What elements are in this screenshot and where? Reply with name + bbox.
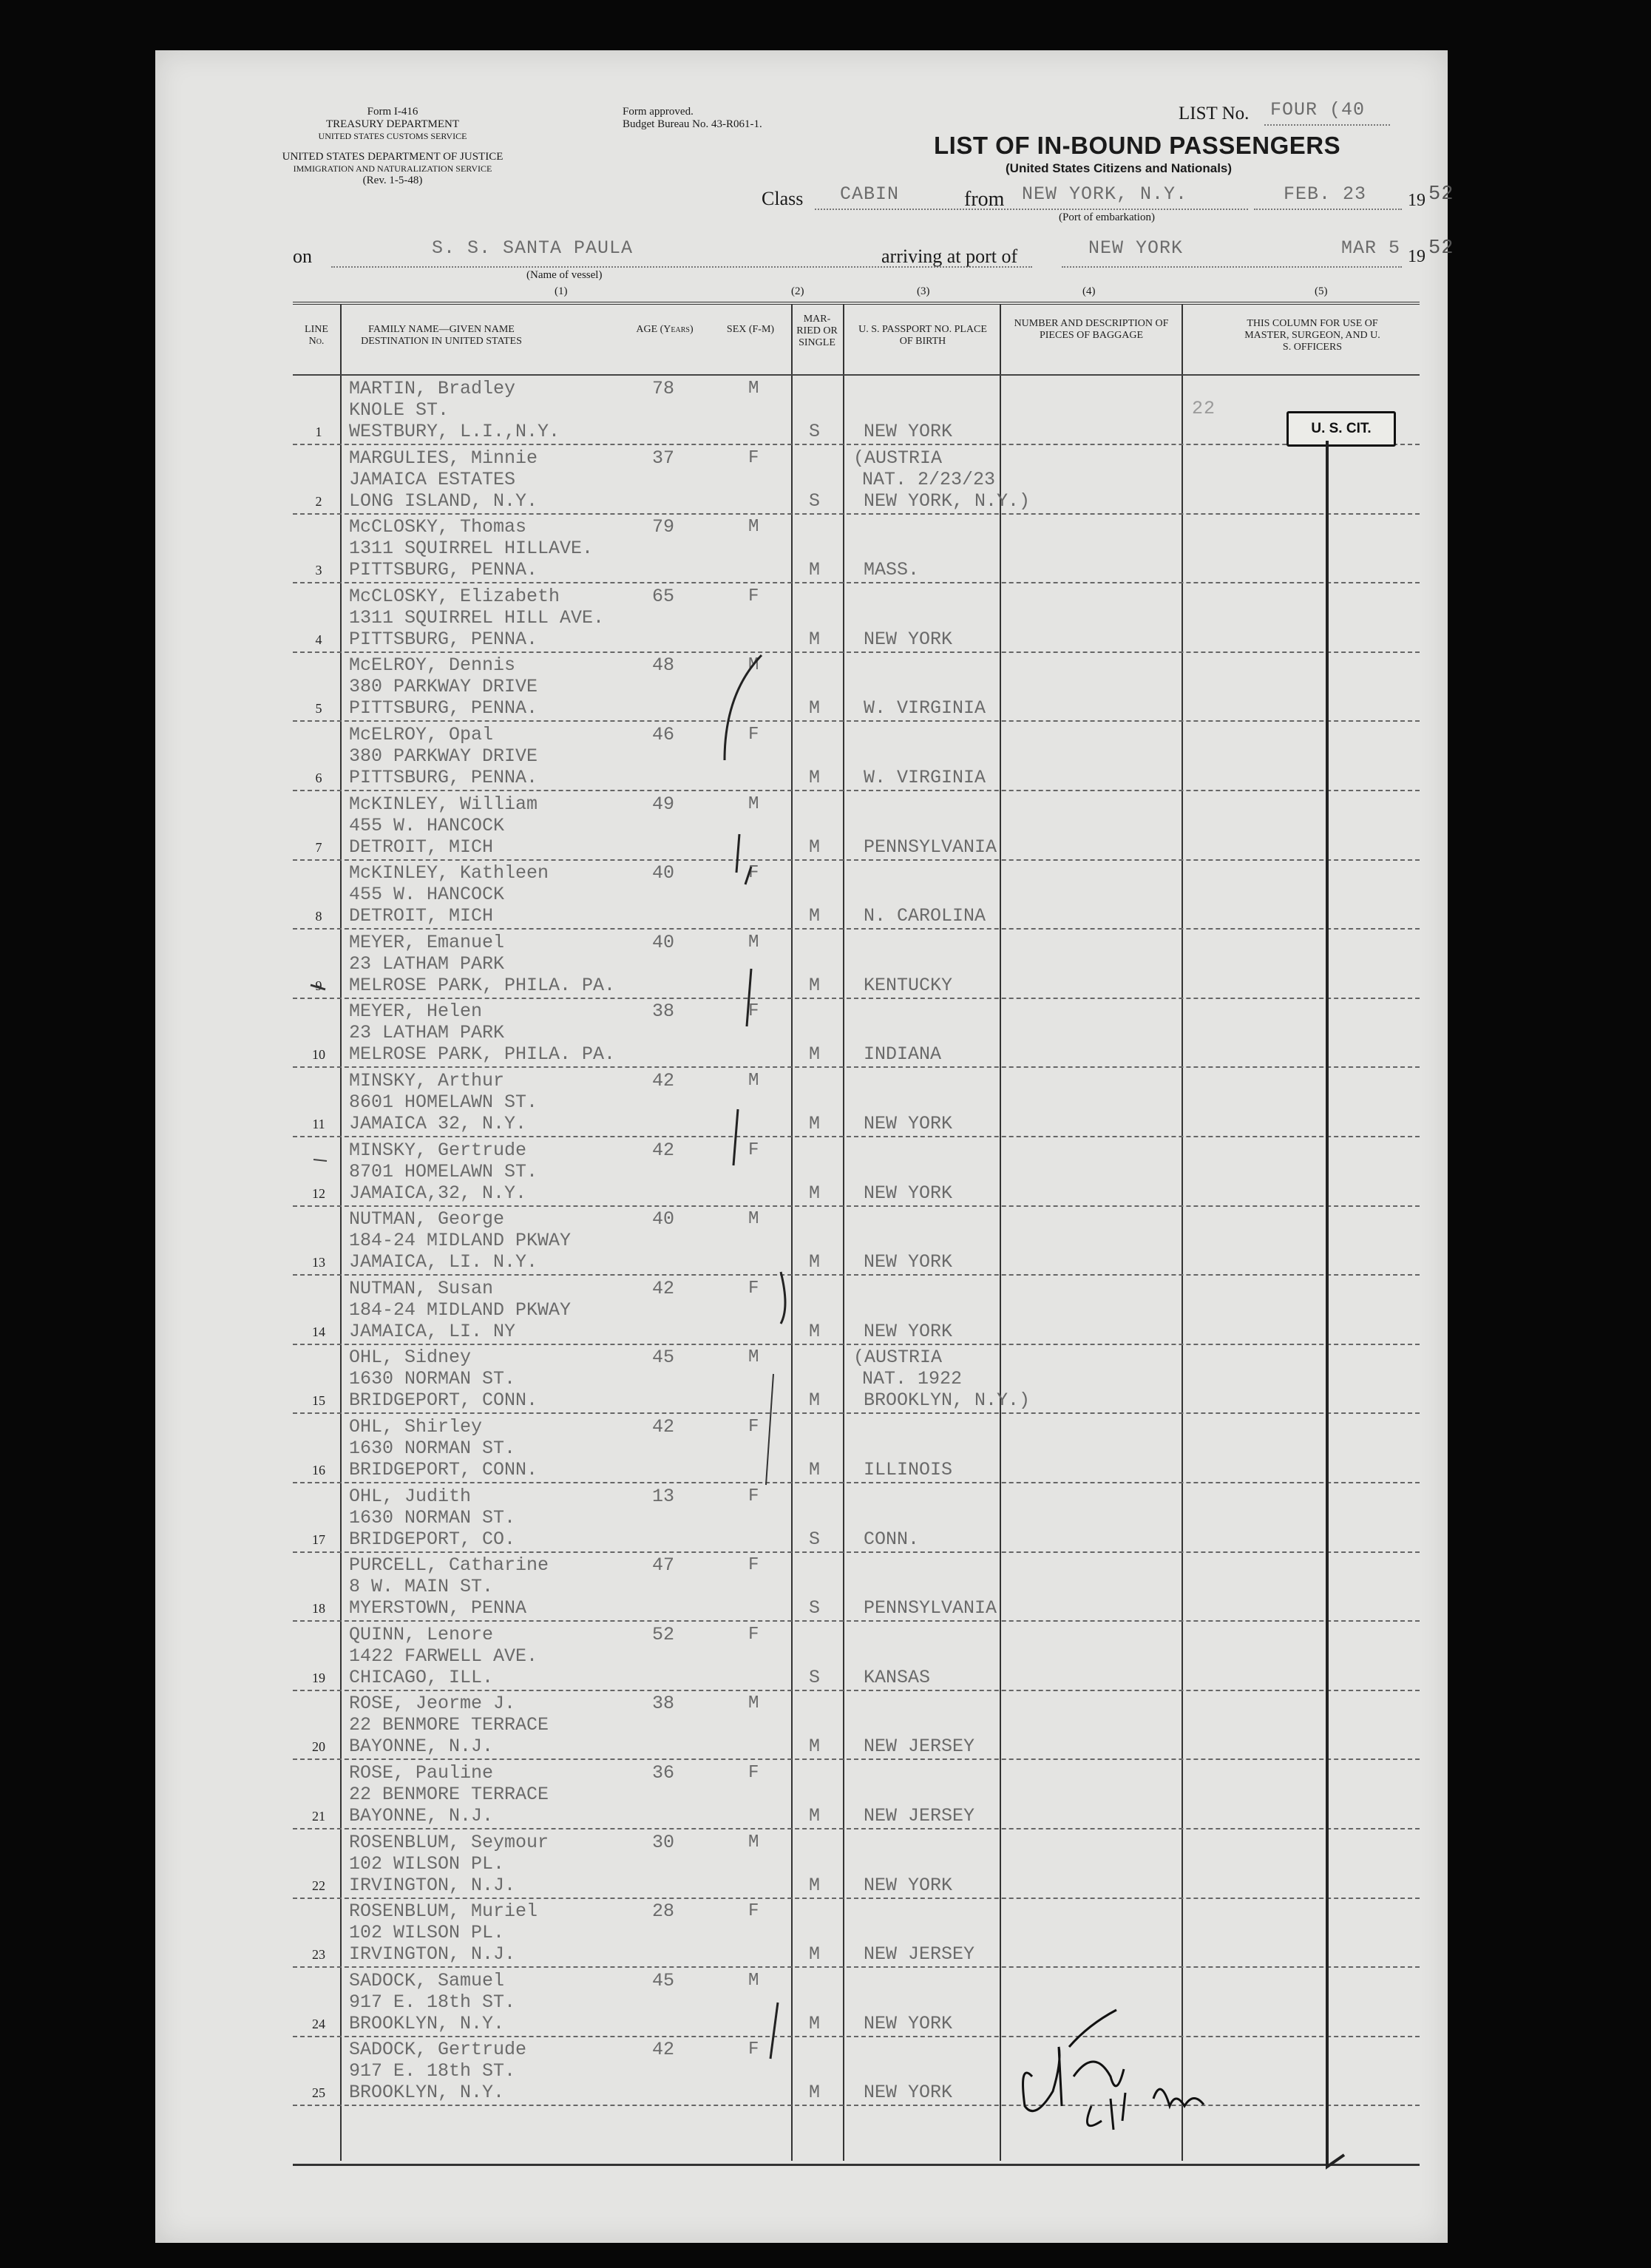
address-street: 455 W. HANCOCK [349,814,505,836]
passenger-name: McCLOSKY, Elizabeth [349,585,560,607]
line-number: 23 [312,1947,325,1963]
place-of-birth: NEW YORK [864,2012,953,2034]
passenger-name: MARTIN, Bradley [349,378,516,399]
marital-status: M [809,1043,821,1066]
passenger-sex: M [748,1071,759,1091]
marital-status: M [809,559,821,581]
passenger-age: 40 [652,862,675,884]
line-number: 3 [315,563,322,578]
line-number: 22 [312,1878,325,1893]
class-value: CABIN [840,183,900,205]
birth-note-2: NAT. 2/23/23 [862,468,996,490]
address-street: 184-24 MIDLAND PKWAY [349,1299,572,1321]
line-number: 1 [315,424,322,439]
passenger-sex: M [748,517,759,538]
passenger-age: 13 [652,1485,675,1507]
page-title: LIST OF IN-BOUND PASSENGERS [934,132,1341,159]
passenger-age: 42 [652,1070,675,1091]
place-of-birth: ILLINOIS [864,1459,953,1480]
passenger-name: SADOCK, Samuel [349,1969,505,1991]
line-number: 6 [315,771,322,785]
passenger-sex: F [748,1140,759,1160]
line-number: 20 [312,1739,325,1755]
col-number-3: (3) [917,285,930,297]
address-street: 184-24 MIDLAND PKWAY [349,1230,572,1252]
passenger-sex: M [748,1832,759,1852]
address-city: BRIDGEPORT, CO. [349,1528,516,1550]
passenger-age: 65 [652,585,675,607]
on-label: on [293,246,312,267]
line-number: 4 [315,632,322,647]
address-street: 380 PARKWAY DRIVE [349,745,538,767]
place-of-birth: NEW YORK [864,628,953,650]
address-city: PITTSBURG, PENNA. [349,628,538,650]
place-of-birth: BROOKLYN, N.Y.) [864,1389,1031,1412]
place-of-birth: NEW JERSEY [864,1736,975,1758]
address-city: LONG ISLAND, N.Y. [349,490,538,512]
address-street: JAMAICA ESTATES [349,468,516,490]
marital-status: M [809,2012,821,2034]
line-number: 10 [312,1047,325,1063]
form-approved: Form approved. [623,106,694,118]
from-label: from [964,188,1005,211]
place-of-birth: NEW YORK [864,2082,953,2104]
passenger-sex: F [748,2039,759,2060]
passenger-age: 38 [652,1001,675,1023]
place-of-birth: N. CAROLINA [864,905,986,927]
marital-status: M [809,905,821,927]
vessel-caption: (Name of vessel) [526,269,603,281]
col-baggage: NUMBER AND DESCRIPTION OF PIECES OF BAGGAGE [1014,318,1169,341]
place-of-birth: NEW YORK [864,1874,953,1896]
passenger-name: NUTMAN, Susan [349,1277,494,1299]
address-city: IRVINGTON, N.J. [349,1943,516,1966]
departure-date: FEB. 23 [1284,183,1367,205]
address-street: 917 E. 18th ST. [349,2060,516,2082]
passenger-sex: F [748,1763,759,1783]
col-passport-birthplace: U. S. PASSPORT NO. PLACE OF BIRTH [858,324,987,347]
address-city: JAMAICA, LI. N.Y. [349,1251,538,1273]
arrival-date: MAR 5 [1341,237,1401,259]
departure-year: 52 [1428,183,1454,206]
immigration-service: IMMIGRATION AND NATURALIZATION SERVICE [293,163,492,174]
address-street: 22 BENMORE TERRACE [349,1784,549,1805]
passenger-sex: M [748,379,759,399]
place-of-birth: W. VIRGINIA [864,767,986,788]
marital-status: S [809,490,821,512]
line-number: 17 [312,1531,325,1547]
passenger-sex: M [748,655,759,676]
passenger-name: McELROY, Opal [349,724,494,745]
address-city: MELROSE PARK, PHILA. PA. [349,974,616,996]
arrival-year: 52 [1428,237,1454,260]
line-number: 11 [312,1117,325,1131]
place-of-birth: PENNSYLVANIA [864,836,997,858]
passenger-sex: F [748,1486,759,1506]
revision-date: (Rev. 1-5-48) [362,175,423,186]
passenger-name: MINSKY, Arthur [349,1070,505,1091]
line-number: 15 [312,1393,325,1409]
passenger-name: McKINLEY, Kathleen [349,862,549,884]
marital-status: M [809,2082,821,2104]
address-city: CHICAGO, ILL. [349,1666,494,1688]
place-of-birth: CONN. [864,1528,920,1550]
line-number: 5 [315,701,322,717]
manifest-sheet [155,50,1454,2243]
address-street: 102 WILSON PL. [349,1922,505,1944]
passenger-name: ROSE, Pauline [349,1762,494,1784]
birth-note-2: NAT. 1922 [862,1368,963,1390]
address-street: 1422 FARWELL AVE. [349,1645,538,1667]
line-number: 25 [312,2085,325,2101]
marital-status: S [809,1528,821,1550]
col-number-4: (4) [1082,285,1096,297]
marital-status: M [809,1805,821,1827]
place-of-birth: NEW YORK [864,1251,953,1273]
passenger-name: ROSE, Jeorme J. [349,1693,516,1715]
address-street: 1311 SQUIRREL HILL AVE. [349,606,605,629]
passenger-name: MEYER, Emanuel [349,931,505,953]
passenger-name: MARGULIES, Minnie [349,447,538,469]
line-number: 16 [312,1463,325,1477]
passenger-sex: M [748,932,759,952]
place-of-birth: NEW YORK, N.Y.) [864,490,1031,512]
address-street: 380 PARKWAY DRIVE [349,676,538,698]
line-number: 9 [315,978,322,993]
address-city: MYERSTOWN, PENNA [349,1597,527,1619]
address-street: KNOLE ST. [349,399,450,421]
passenger-name: MINSKY, Gertrude [349,1139,527,1161]
passenger-name: McCLOSKY, Thomas [349,516,527,538]
place-of-birth: NEW YORK [864,421,953,442]
passenger-sex: M [748,1970,759,1991]
passenger-age: 36 [652,1762,675,1784]
address-street: 1311 SQUIRREL HILLAVE. [349,538,594,560]
place-of-birth: NEW YORK [864,1320,953,1342]
passenger-age: 30 [652,1831,675,1853]
passenger-age: 79 [652,516,675,538]
place-of-birth: KENTUCKY [864,974,953,996]
passenger-age: 46 [652,724,675,745]
passenger-sex: F [748,1555,759,1576]
marital-status: M [809,1182,821,1204]
address-city: PITTSBURG, PENNA. [349,559,538,581]
department-of-justice: UNITED STATES DEPARTMENT OF JUSTICE [282,151,504,163]
col-sex: SEX (F-M) [726,324,775,335]
passenger-sex: F [748,447,759,468]
passenger-name: ROSENBLUM, Muriel [349,1900,538,1923]
embarkation-caption: (Port of embarkation) [1059,211,1155,223]
marital-status: S [809,421,821,442]
place-of-birth: W. VIRGINIA [864,697,986,720]
birth-note-1: (AUSTRIA [853,447,943,469]
address-city: PITTSBURG, PENNA. [349,767,538,788]
passenger-name: SADOCK, Gertrude [349,2039,527,2061]
place-of-birth: INDIANA [864,1043,942,1066]
marital-status: M [809,1320,821,1342]
line-number: 7 [315,839,322,855]
address-street: 917 E. 18th ST. [349,1991,516,2013]
marital-status: M [809,1113,821,1134]
arrival-port: NEW YORK [1088,237,1184,259]
passenger-age: 49 [652,793,675,815]
passenger-age: 45 [652,1969,675,1991]
marital-status: M [809,1459,821,1480]
us-citizen-stamp: U. S. CIT. [1286,411,1396,447]
place-of-birth: PENNSYLVANIA [864,1597,997,1619]
departure-year-prefix: 19 [1408,191,1425,210]
address-city: BAYONNE, N.J. [349,1736,494,1758]
address-city: JAMAICA 32, N.Y. [349,1113,527,1134]
passenger-age: 38 [652,1693,675,1715]
passenger-age: 47 [652,1554,675,1577]
address-street: 455 W. HANCOCK [349,884,505,906]
address-street: 8701 HOMELAWN ST. [349,1160,538,1182]
line-number: 14 [312,1324,325,1339]
line-number: 2 [315,493,322,509]
col-number-2: (2) [791,285,804,297]
col-officers: THIS COLUMN FOR USE OF MASTER, SURGEON, AND U. S. OFFICERS [1244,318,1380,353]
line-number: 21 [312,1809,325,1824]
marital-status: S [809,1597,821,1619]
address-city: DETROIT, MICH [349,905,494,927]
passenger-age: 28 [652,1900,675,1923]
treasury-department: TREASURY DEPARTMENT [325,118,460,130]
passenger-sex: F [748,1278,759,1299]
marital-status: M [809,1874,821,1896]
address-street: 8601 HOMELAWN ST. [349,1091,538,1113]
vessel-name: S. S. SANTA PAULA [432,237,634,259]
passenger-age: 42 [652,1277,675,1299]
address-city: IRVINGTON, N.J. [349,1874,516,1896]
passenger-name: OHL, Shirley [349,1416,483,1438]
place-of-birth: MASS. [864,559,920,581]
address-city: DETROIT, MICH [349,836,494,858]
address-city: JAMAICA,32, N.Y. [349,1182,527,1204]
marital-status: M [809,628,821,650]
marital-status: M [809,974,821,996]
address-street: 1630 NORMAN ST. [349,1368,516,1390]
place-of-birth: NEW YORK [864,1113,953,1134]
passenger-name: McKINLEY, William [349,793,538,815]
passenger-sex: M [748,1693,759,1714]
passenger-age: 42 [652,1416,675,1438]
birth-note-1: (AUSTRIA [853,1347,943,1369]
passenger-age: 40 [652,1208,675,1231]
line-number: 18 [312,1601,325,1617]
page-subtitle: (United States Citizens and Nationals) [1006,161,1233,175]
passenger-age: 40 [652,931,675,953]
address-city: BROOKLYN, N.Y. [349,2012,505,2034]
line-number: 8 [315,909,322,924]
address-city: WESTBURY, L.I.,N.Y. [349,421,560,442]
passenger-sex: F [748,1417,759,1437]
passenger-name: ROSENBLUM, Seymour [349,1831,549,1853]
line-number: 19 [312,1670,325,1685]
passenger-sex: F [748,1624,759,1645]
passenger-sex: M [748,1209,759,1230]
col-married: MAR-RIED OR SINGLE [796,314,838,348]
address-city: BRIDGEPORT, CONN. [349,1459,538,1480]
address-city: MELROSE PARK, PHILA. PA. [349,1043,616,1066]
col-age: AGE (Years) [636,324,694,335]
passenger-sex: F [748,863,759,884]
passenger-name: McELROY, Dennis [349,654,516,677]
passenger-age: 52 [652,1623,675,1645]
line-number: 24 [312,2016,325,2031]
arriving-label: arriving at port of [881,246,1018,267]
col-number-5: (5) [1315,285,1328,297]
passenger-sex: F [748,725,759,745]
address-street: 1630 NORMAN ST. [349,1438,516,1459]
marital-status: M [809,1943,821,1966]
marital-status: M [809,697,821,720]
marital-status: M [809,1251,821,1273]
address-street: 8 W. MAIN ST. [349,1576,494,1598]
col-name-destination: FAMILY NAME—GIVEN NAME DESTINATION IN UNITED STATES [361,324,522,347]
address-street: 22 BENMORE TERRACE [349,1714,549,1736]
marital-status: M [809,1736,821,1758]
address-city: JAMAICA, LI. NY [349,1320,516,1342]
marital-status: M [809,836,821,858]
line-number: 12 [312,1185,325,1201]
marital-status: M [809,1389,821,1412]
passenger-name: OHL, Sidney [349,1347,472,1369]
passenger-name: QUINN, Lenore [349,1623,494,1645]
address-city: PITTSBURG, PENNA. [349,697,538,720]
passenger-name: PURCELL, Catharine [349,1554,549,1577]
class-label: Class [762,188,804,209]
place-of-birth: NEW JERSEY [864,1805,975,1827]
address-city: BROOKLYN, N.Y. [349,2082,505,2104]
place-of-birth: KANSAS [864,1666,931,1688]
passenger-sex: M [748,1347,759,1368]
passenger-sex: M [748,793,759,814]
address-street: 1630 NORMAN ST. [349,1506,516,1529]
arrival-year-prefix: 19 [1408,247,1425,266]
passenger-age: 45 [652,1347,675,1369]
passenger-sex: F [748,1901,759,1922]
place-of-birth: NEW YORK [864,1182,953,1204]
passenger-name: MEYER, Helen [349,1001,483,1023]
place-of-birth: NEW JERSEY [864,1943,975,1966]
customs-service: UNITED STATES CUSTOMS SERVICE [318,131,467,141]
passenger-name: NUTMAN, George [349,1208,505,1231]
address-city: BAYONNE, N.J. [349,1805,494,1827]
address-street: 23 LATHAM PARK [349,1022,505,1044]
col-line-no: LINE No. [305,324,328,347]
embarkation-port: NEW YORK, N.Y. [1022,183,1188,205]
marital-status: M [809,767,821,788]
address-street: 102 WILSON PL. [349,1852,505,1875]
passenger-name: OHL, Judith [349,1485,472,1507]
baggage-note: 22 [1192,398,1216,419]
address-city: BRIDGEPORT, CONN. [349,1389,538,1412]
passenger-age: 78 [652,378,675,399]
address-street: 23 LATHAM PARK [349,952,505,975]
line-number: 13 [312,1255,325,1270]
form-number: Form I-416 [367,106,418,118]
passenger-age: 42 [652,1139,675,1161]
list-no-value: FOUR (40 [1270,99,1366,121]
col-number-1: (1) [555,285,568,297]
list-no-label: LIST No. [1179,104,1250,123]
budget-bureau: Budget Bureau No. 43-R061-1. [623,118,762,130]
passenger-sex: F [748,586,759,606]
passenger-age: 37 [652,447,675,469]
passenger-age: 42 [652,2039,675,2061]
marital-status: S [809,1666,821,1688]
passenger-sex: F [748,1001,759,1022]
passenger-age: 48 [652,654,675,677]
